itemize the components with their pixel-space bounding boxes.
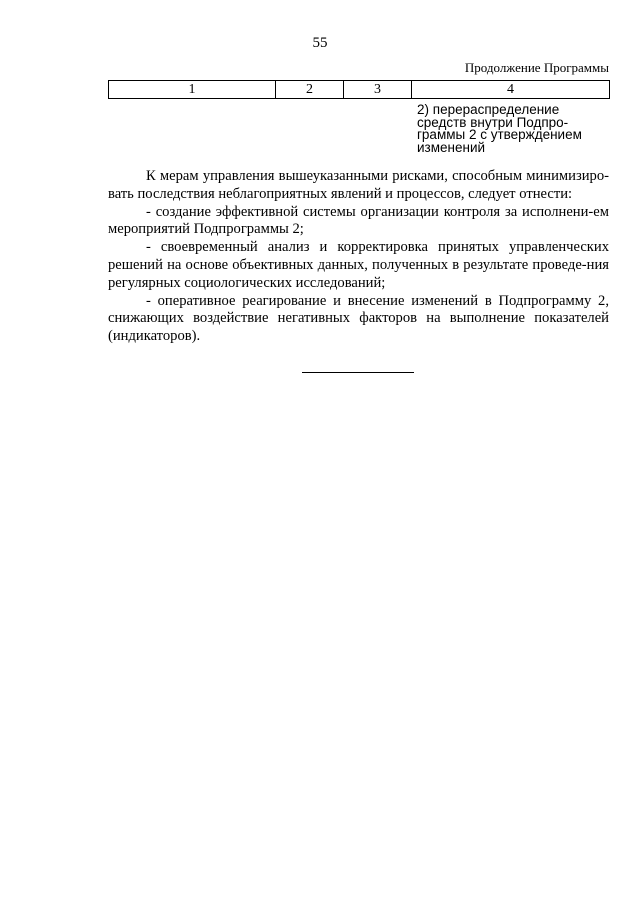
paragraph-analysis: - своевременный анализ и корректировка принятых управленческих решений на основе объективных данных, полученных в результате проведе-ния регулярных социологических исследований; [108,239,609,291]
paragraph-control-system: - создание эффективной системы организации контроля за исполнени-ем мероприятий Подпрограммы 2; [108,203,609,238]
page-number: 55 [312,35,328,51]
end-divider-line [302,372,414,373]
risk-management-text [108,168,609,346]
column-number-2: 2 [276,81,344,99]
column-number-3: 3 [344,81,412,99]
continuation-label: Продолжение Программы [464,60,609,75]
table-cell-redistribution-text: 2) перераспределение средств внутри Подпро- граммы 2 с утверждением изменений [417,102,582,155]
column-header-table [108,80,610,99]
column-number-4: 4 [412,81,610,99]
paragraph-intro: К мерам управления вышеуказанными рисками, способным минимизиро-вать последствия неблагоприятных явлений и процессов, следует отнести: [108,168,609,202]
paragraph-response: - оперативное реагирование и внесение изменений в Подпрограмму 2, снижающих воздействие негативных факторов на выполнение показателей (индикаторов). [108,292,609,345]
table-header-row [109,81,610,99]
column-number-1: 1 [109,81,276,99]
